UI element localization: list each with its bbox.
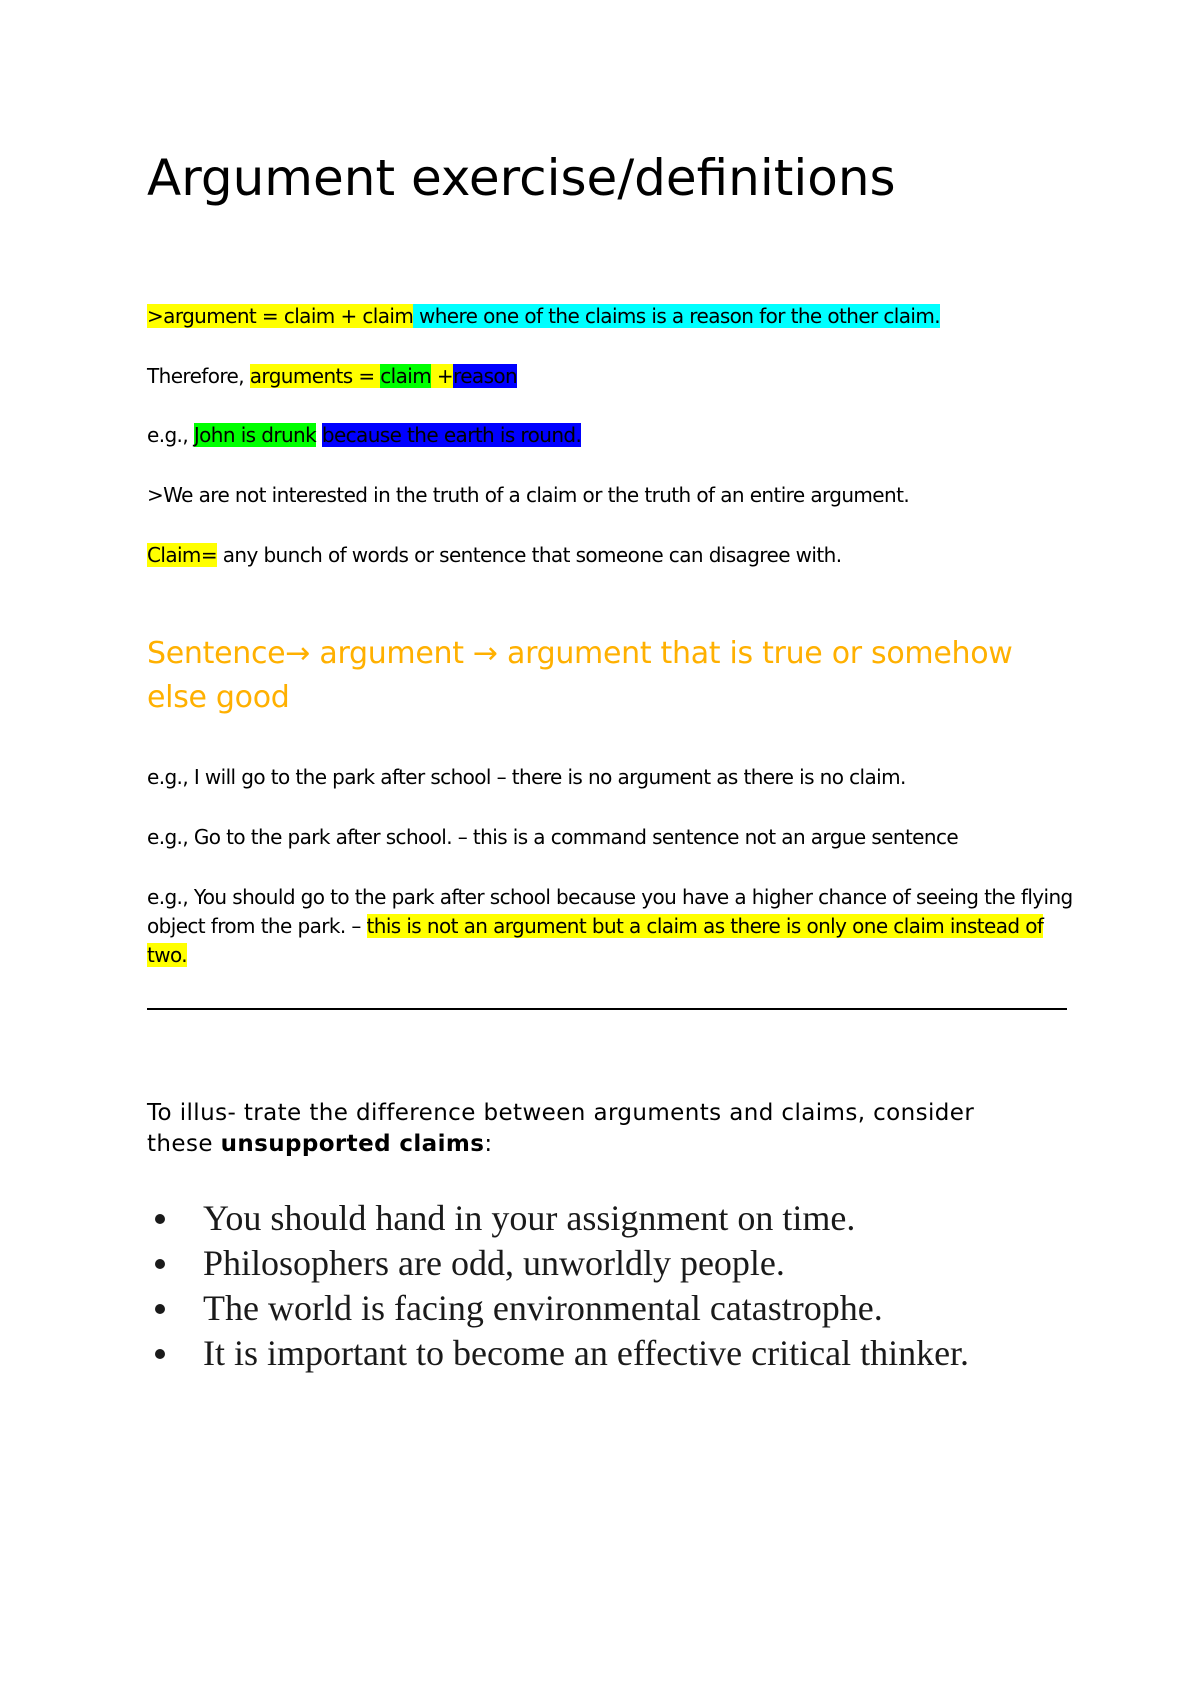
claim-term: claim: [380, 364, 432, 388]
claim-label: Claim=: [147, 543, 217, 567]
document-title: Argument exercise/definitions: [147, 149, 896, 207]
example-park-1: e.g., I will go to the park after school – there is no argument as there is no claim.: [147, 765, 906, 789]
example-prefix: e.g.,: [147, 423, 194, 447]
arguments-equals: arguments =: [249, 364, 381, 388]
definition-therefore: [147, 362, 517, 391]
unsupported-claims-term: unsupported claims: [220, 1131, 485, 1157]
unsupported-claims-list: [147, 1196, 969, 1376]
example-park-3: [147, 883, 1077, 970]
example-claim: John is drunk: [193, 423, 317, 447]
truth-note: >We are not interested in the truth of a claim or the truth of an entire argument.: [147, 483, 910, 507]
example-park-2: e.g., Go to the park after school. – this is a command sentence not an argue sentence: [147, 825, 959, 849]
reason-term: reason: [453, 364, 518, 388]
illustration-colon: :: [484, 1131, 493, 1157]
example-park-3-text: e.g., You should go to the park after school because you have a higher chance of seeing the flying object from the park. –: [147, 885, 1073, 938]
list-item: [147, 1286, 969, 1331]
example-john: [147, 421, 581, 450]
argument-formula: >argument = claim + claim: [147, 304, 414, 328]
example-park-3-verdict: this is not an argument but a claim as there is only one claim instead of two.: [147, 914, 1044, 967]
claim-text: You should hand in your assignment on time.: [203, 1198, 856, 1238]
list-item: [147, 1331, 969, 1376]
definition-argument: [147, 302, 940, 331]
bullet-icon: [155, 1304, 165, 1314]
illustration-intro: [147, 1098, 1047, 1160]
claim-text: The world is facing environmental catastrophe.: [203, 1288, 883, 1328]
claim-definition: [147, 541, 841, 570]
example-space: [316, 423, 322, 447]
illustration-text: To illus- trate the difference between arguments and claims, consider these: [147, 1100, 975, 1157]
horizontal-divider: [147, 1008, 1067, 1010]
bullet-icon: [155, 1214, 165, 1224]
therefore-prefix: Therefore,: [147, 364, 250, 388]
example-reason: because the earth is round.: [321, 423, 582, 447]
claim-text: Philosophers are odd, unworldly people.: [203, 1243, 785, 1283]
list-item: [147, 1241, 969, 1286]
progression-heading: Sentence→ argument → argument that is true or somehow else good: [147, 636, 1013, 715]
plus-sign: +: [431, 364, 454, 388]
bullet-icon: [155, 1259, 165, 1269]
list-item: [147, 1196, 969, 1241]
bullet-icon: [155, 1349, 165, 1359]
claim-meaning: any bunch of words or sentence that someone can disagree with.: [216, 543, 842, 567]
claim-text: It is important to become an effective critical thinker.: [203, 1333, 970, 1373]
argument-explanation: where one of the claims is a reason for the other claim.: [413, 304, 941, 328]
